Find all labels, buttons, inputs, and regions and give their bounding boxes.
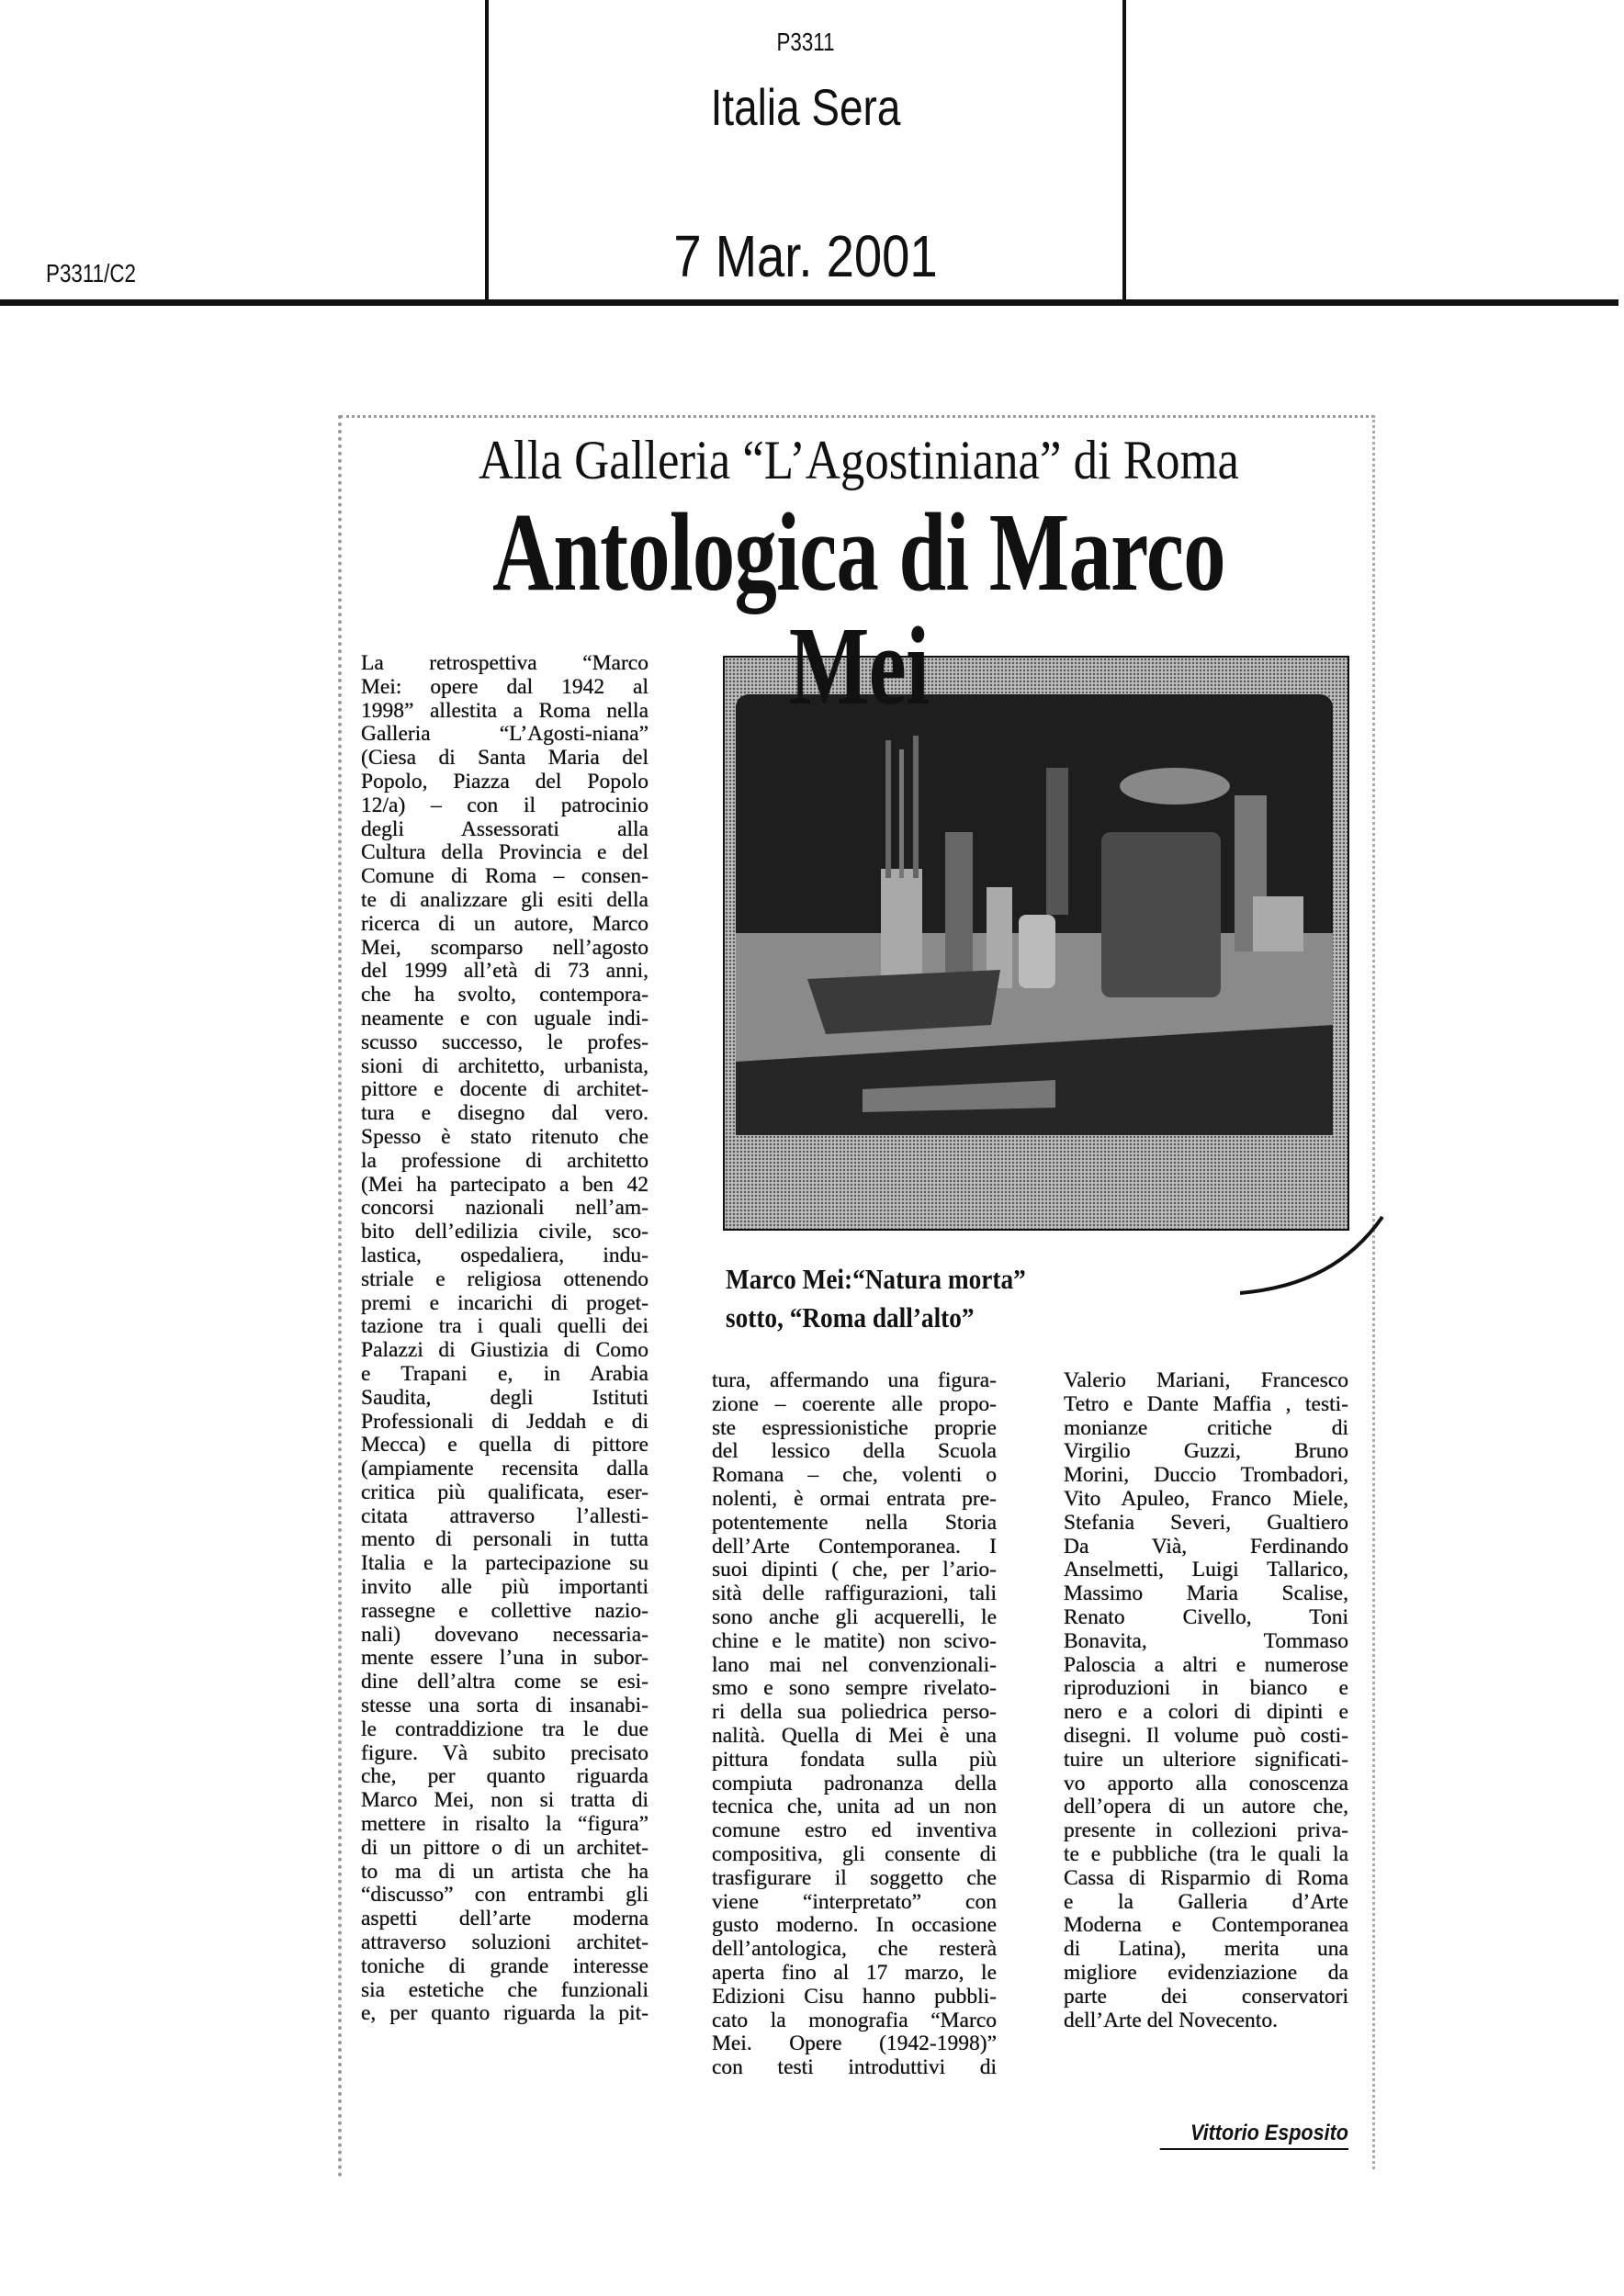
text-line: stesse una sorta di insanabi- [361, 1694, 648, 1718]
text-line: del 1999 all’età di 73 anni, [361, 959, 648, 984]
text-line: Virgilio Guzzi, Bruno [1064, 1439, 1348, 1464]
text-line: lano mai nel convenzionali- [712, 1652, 997, 1677]
text-line: Mecca) e quella di pittore [361, 1433, 648, 1458]
text-line: tuire un ulteriore significati- [1064, 1747, 1348, 1772]
article-title: Antologica di Marco Mei [492, 490, 1225, 728]
photo-caption-line: Marco Mei:“Natura morta” [726, 1263, 1026, 1295]
text-line: sia estetiche che funzionali [361, 1977, 648, 2002]
text-line: dell’Arte del Novecento. [1064, 2008, 1278, 2032]
text-line: ri della sua poliedrica perso- [712, 1700, 997, 1725]
text-line: trasfigurare il soggetto che [712, 1865, 997, 1890]
text-line: aspetti dell’arte moderna [361, 1907, 648, 1931]
text-line: nali) dovevano necessaria- [361, 1622, 648, 1647]
text-line: vo apporto alla conoscenza [1064, 1771, 1348, 1795]
text-line: monianze critiche di [1064, 1415, 1348, 1440]
text-line: dell’antologica, che resterà [712, 1937, 997, 1962]
text-line: gusto moderno. In occasione [712, 1913, 997, 1938]
clipping-border-top [340, 415, 1374, 418]
text-line: neamente e con uguale indi- [361, 1006, 648, 1030]
text-line: to ma di un artista che ha [361, 1859, 648, 1884]
text-line: Cassa di Risparmio di Roma [1064, 1865, 1348, 1890]
text-line: Valerio Mariani, Francesco [1064, 1368, 1348, 1392]
text-line: Mei, scomparso nell’agosto [361, 935, 648, 960]
text-line: invito alle più importanti [361, 1575, 648, 1600]
text-line: Italia e la partecipazione su [361, 1551, 648, 1576]
text-line: Professionali di Jeddah e di [361, 1409, 648, 1434]
publication-date: 7 Mar. 2001 [673, 223, 938, 289]
text-line: figure. Và subito precisato [361, 1740, 648, 1765]
still-life-photo [723, 656, 1349, 1231]
text-line: nalità. Quella di Mei è una [712, 1723, 997, 1748]
text-line: Paloscia a altri e numerose [1064, 1652, 1348, 1677]
text-line: premi e incarichi di proget- [361, 1290, 648, 1315]
text-line: lastica, ospedaliera, indu- [361, 1243, 648, 1267]
text-line: parte dei conservatori [1064, 1984, 1348, 2009]
text-line: Tetro e Dante Maffia , testi- [1064, 1391, 1348, 1416]
clipping-reference: P3311/C2 [46, 259, 136, 287]
text-line: dell’opera di un autore che, [1064, 1795, 1348, 1819]
text-line: te di analizzare gli esiti della [361, 887, 648, 912]
text-line: Massimo Maria Scalise, [1064, 1581, 1348, 1606]
text-line: (ampiamente recensita dalla [361, 1457, 648, 1481]
text-line: La retrospettiva “Marco [361, 651, 648, 675]
text-line: “discusso” con entrambi gli [361, 1883, 648, 1908]
text-line: suoi dipinti ( che, per l’ario- [712, 1558, 997, 1582]
text-line: Renato Civello, Toni [1064, 1604, 1348, 1629]
text-line: disegni. Il volume può costi- [1064, 1723, 1348, 1748]
header-code: P3311 [776, 28, 835, 56]
text-line: nero e a colori di dipinti e [1064, 1700, 1348, 1725]
text-line: dell’Arte Contemporanea. I [712, 1534, 997, 1559]
text-line: mento di personali in tutta [361, 1527, 648, 1552]
text-line: Marco Mei, non si tratta di [361, 1788, 648, 1813]
text-line: chine e le matite) non scivo- [712, 1628, 997, 1653]
text-line: Galleria “L’Agosti-niana” [361, 722, 648, 747]
text-line: 12/a) – con il patrocinio [361, 793, 648, 817]
text-line: che, per quanto riguarda [361, 1764, 648, 1789]
text-line: te e pubbliche (tra le quali la [1064, 1841, 1348, 1866]
text-line: ricerca di un autore, Marco [361, 911, 648, 936]
text-line: Popolo, Piazza del Popolo [361, 769, 648, 793]
article-column-left [361, 652, 648, 2026]
text-line: compositiva, gli consente di [712, 1841, 997, 1866]
text-line: di un pittore o di un architet- [361, 1835, 648, 1860]
text-line: Vito Apuleo, Franco Miele, [1064, 1486, 1348, 1511]
text-line: rassegne e collettive nazio- [361, 1598, 648, 1623]
text-line: e la Galleria d’Arte [1064, 1889, 1348, 1914]
text-line: di Latina), merita una [1064, 1937, 1348, 1962]
text-line: del lessico della Scuola [712, 1439, 997, 1464]
text-line: critica più qualificata, eser- [361, 1480, 648, 1504]
text-line: toniche di grande interesse [361, 1953, 648, 1978]
text-line: (Ciesa di Santa Maria del [361, 746, 648, 771]
text-line: bito dell’edilizia civile, sco- [361, 1220, 648, 1244]
photo-caption-line: sotto, “Roma dall’alto” [726, 1301, 975, 1334]
text-line: Palazzi di Giustizia di Como [361, 1338, 648, 1363]
text-line: pittura fondata sulla più [712, 1747, 997, 1772]
text-line: potentemente nella Storia [712, 1510, 997, 1535]
header-divider-right [1122, 0, 1126, 305]
text-line: tazione tra i quali quelli dei [361, 1314, 648, 1339]
text-line: mettere in risalto la “figura” [361, 1812, 648, 1837]
text-line: viene “interpretato” con [712, 1889, 997, 1914]
text-line: concorsi nazionali nell’am- [361, 1196, 648, 1221]
text-line: striale e religiosa ottenendo [361, 1266, 648, 1291]
text-line: 1998” allestita a Roma nella [361, 698, 648, 723]
text-line: mente essere l’una in subor- [361, 1646, 648, 1671]
text-line: degli Assessorati alla [361, 816, 648, 841]
article-column-middle [712, 1369, 997, 2080]
clipping-border-left [338, 415, 342, 2178]
photo-caption [726, 1260, 1026, 1337]
text-line: nolenti, è ormai entrata pre- [712, 1486, 997, 1511]
text-line: Mei. Opere (1942-1998)” [712, 2032, 997, 2056]
text-line: citata attraverso l’allesti- [361, 1503, 648, 1528]
text-line: sità delle raffigurazioni, tali [712, 1581, 997, 1606]
text-line: zione – coerente alle propo- [712, 1391, 997, 1416]
text-line: Anselmetti, Luigi Tallarico, [1064, 1558, 1348, 1582]
text-line: Edizioni Cisu hanno pubbli- [712, 1984, 997, 2009]
author-byline: Vittorio Esposito [1160, 2121, 1348, 2150]
text-line: Spesso è stato ritenuto che [361, 1124, 648, 1149]
text-line: le contraddizione tra le due [361, 1716, 648, 1741]
text-line: comune estro ed inventiva [712, 1818, 997, 1843]
text-line: Comune di Roma – consen- [361, 864, 648, 889]
text-line: Cultura della Provincia e del [361, 840, 648, 865]
text-line: Moderna e Contemporanea [1064, 1913, 1348, 1938]
text-line: ste espressionistiche proprie [712, 1415, 997, 1440]
text-line: dine dell’altra come se esi- [361, 1670, 648, 1694]
text-line: sioni di architetto, urbanista, [361, 1053, 648, 1078]
text-line: e Trapani e, in Arabia [361, 1361, 648, 1386]
article-subtitle: Alla Galleria “L’Agostiniana” di Roma [479, 430, 1239, 490]
newspaper-name: Italia Sera [710, 78, 901, 136]
text-line: con testi introduttivi di [712, 2055, 997, 2080]
pen-stroke-mark [1231, 1212, 1387, 1300]
text-line: cato la monografia “Marco [712, 2008, 997, 2032]
text-line: tecnica che, unita ad un non [712, 1795, 997, 1819]
text-line: tura e disegno dal vero. [361, 1101, 648, 1126]
text-line: che ha svolto, contempora- [361, 983, 648, 1007]
text-line: Romana – che, volenti o [712, 1463, 997, 1488]
article-column-right [1064, 1369, 1348, 2032]
text-line: Mei: opere dal 1942 al [361, 674, 648, 699]
text-line: Da Vià, Ferdinando [1064, 1534, 1348, 1559]
text-line: la professione di architetto [361, 1148, 648, 1173]
text-line: pittore e docente di architet- [361, 1077, 648, 1102]
text-line: smo e sono sempre rivelato- [712, 1676, 997, 1701]
text-line: tura, affermando una figura- [712, 1368, 997, 1392]
text-line: presente in collezioni priva- [1064, 1818, 1348, 1843]
text-line: Bonavita, Tommaso [1064, 1628, 1348, 1653]
header-divider-left [485, 0, 489, 305]
photo-image [725, 658, 1348, 1229]
text-line: migliore evidenziazione da [1064, 1960, 1348, 1985]
header-rule [0, 299, 1618, 306]
text-line: scusso successo, le profes- [361, 1030, 648, 1054]
text-line: Morini, Duccio Trombadori, [1064, 1463, 1348, 1488]
text-line: aperta fino al 17 marzo, le [712, 1960, 997, 1985]
text-line: Saudita, degli Istituti [361, 1385, 648, 1410]
text-line: (Mei ha partecipato a ben 42 [361, 1172, 648, 1197]
text-line: sono anche gli acquerelli, le [712, 1604, 997, 1629]
text-line: compiuta padronanza della [712, 1771, 997, 1795]
text-line: Stefania Severi, Gualtiero [1064, 1510, 1348, 1535]
text-line: e, per quanto riguarda la pit- [361, 2001, 648, 2026]
text-line: attraverso soluzioni architet- [361, 1930, 648, 1955]
text-line: riproduzioni in bianco e [1064, 1676, 1348, 1701]
